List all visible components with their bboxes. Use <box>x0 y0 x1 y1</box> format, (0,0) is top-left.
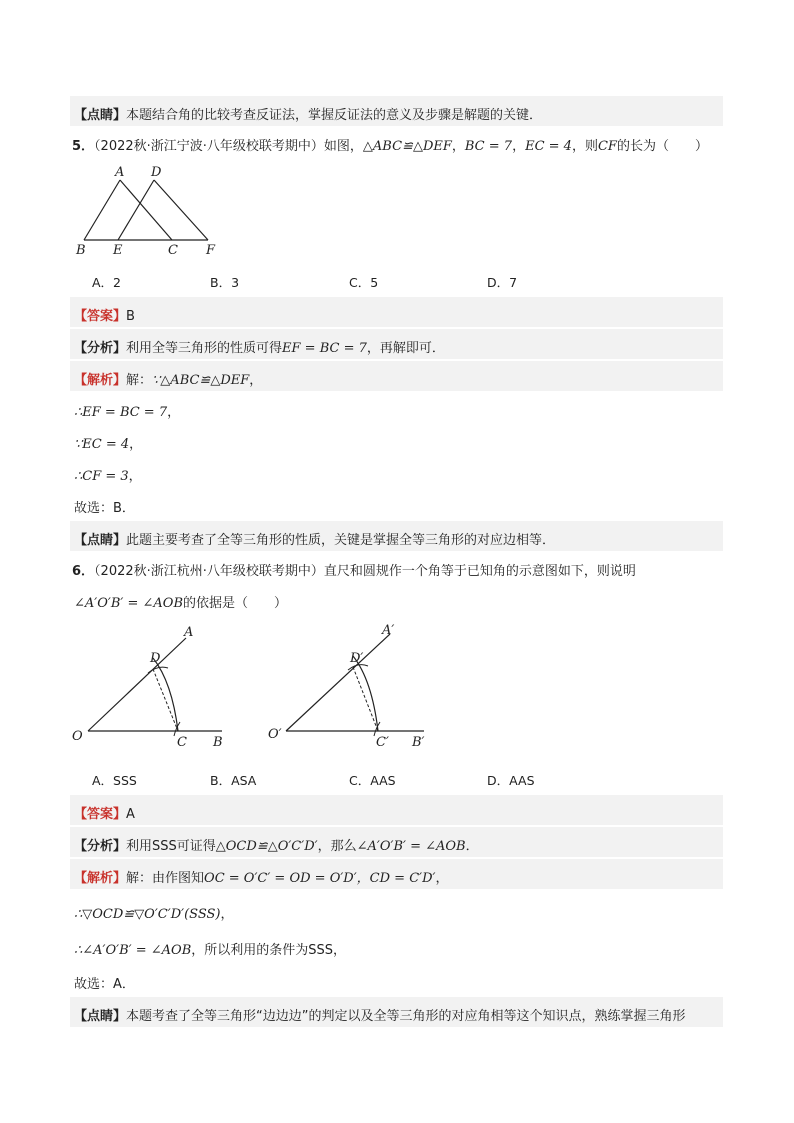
analysis-math: EF = BC = 7 <box>282 341 367 356</box>
q5-answer <box>74 305 135 324</box>
top-remark <box>74 104 542 123</box>
q6-angle-eq: ∠A′O′B′ = ∠AOB <box>74 596 183 611</box>
q5-stem <box>72 135 708 154</box>
q5-figure <box>70 160 230 260</box>
q5-analysis <box>74 337 445 356</box>
comma: ， <box>167 405 181 420</box>
ray-oa-prime <box>286 634 390 731</box>
label-a: A <box>115 165 125 180</box>
remark-tag: 【点睛】 <box>74 108 127 123</box>
q5-answer-bg <box>70 297 723 327</box>
step-math: ∴∠A′O′B′ = ∠AOB <box>74 943 192 958</box>
q6-figure-constructed <box>262 618 442 756</box>
q6-analysis <box>74 835 479 854</box>
q5-congruence: △ABC≌△DEF <box>362 139 452 154</box>
q5-step-1 <box>74 401 180 420</box>
comma: ， <box>128 469 142 484</box>
segment-df <box>154 180 208 240</box>
solution-math: ∵△ABC≌△DEF <box>152 373 250 388</box>
label-b: B <box>76 243 86 258</box>
analysis-text: 利用SSS可证得 <box>126 839 216 854</box>
q5-ec: EC = 4 <box>525 139 572 154</box>
label-d: D <box>151 165 162 180</box>
q5-option-b: B．3 <box>210 275 240 290</box>
analysis-text: 利用全等三角形的性质可得 <box>126 341 283 356</box>
remark-tag: 【点睛】 <box>74 533 127 548</box>
q6-number: 6． <box>72 564 95 579</box>
q5-cf: CF <box>597 139 617 154</box>
q6-option-c: C．AAS <box>349 773 396 788</box>
label-f: F <box>206 243 216 258</box>
comma: ， <box>435 871 449 886</box>
q5-step-3 <box>74 465 142 484</box>
q5-step-2 <box>74 433 142 452</box>
solution-text: 解： <box>126 373 153 388</box>
answer-value: A <box>126 807 135 822</box>
solution-tag: 【解析】 <box>74 373 127 388</box>
arc <box>353 656 378 731</box>
q6-solution <box>74 867 449 886</box>
step-text: ∵EC = 4 <box>74 437 130 452</box>
label-o-prime: O′ <box>268 727 282 742</box>
q5-stem-text: ，则 <box>571 139 598 154</box>
solution-text: 解：由作图知 <box>126 871 205 886</box>
q6-option-b: B．ASA <box>210 773 257 788</box>
label-b-prime: B′ <box>412 735 425 750</box>
label-e: E <box>113 243 123 258</box>
q6-source: （2022秋·浙江杭州·八年级校联考期中） <box>94 564 324 579</box>
comma: ， <box>249 373 263 388</box>
segment-ba <box>84 180 120 240</box>
q6-remark <box>74 1005 686 1024</box>
label-d: D <box>150 651 161 666</box>
q6-answer <box>74 803 135 822</box>
q6-stem-text: 的依据是（ ） <box>183 596 288 611</box>
q5-number: 5． <box>72 139 95 154</box>
q6-stem-line1 <box>72 560 636 579</box>
q5-choose: 故选：B． <box>74 501 135 516</box>
q5-option-a: A．2 <box>92 275 122 290</box>
answer-tag: 【答案】 <box>74 309 127 324</box>
q6-step-2 <box>74 939 346 958</box>
q6-answer-bg <box>70 795 723 825</box>
analysis-math: ∠A′O′B′ = ∠AOB <box>356 839 466 854</box>
q6-option-a: A．SSS <box>92 773 137 788</box>
ray-oa <box>88 638 186 731</box>
q6-stem-line2 <box>74 592 287 611</box>
remark-text: 本题考查了全等三角形“边边边”的判定以及全等三角形的对应角相等这个知识点，熟练掌握三角形 <box>126 1009 686 1024</box>
remark-tag: 【点睛】 <box>74 1009 127 1024</box>
step-text: ，所以利用的条件为SSS， <box>191 943 347 958</box>
q5-stem-text: 如图， <box>323 139 363 154</box>
analysis-text: ，再解即可． <box>366 341 445 356</box>
q6-stem-text: 直尺和圆规作一个角等于已知角的示意图如下，则说明 <box>323 564 636 579</box>
label-c: C <box>168 243 178 258</box>
q5-sep: ， <box>451 139 465 154</box>
label-c-prime: C′ <box>376 735 389 750</box>
q6-step-1 <box>74 903 234 922</box>
analysis-text: ，那么 <box>317 839 357 854</box>
q5-sep: ， <box>512 139 526 154</box>
q5-solution <box>74 369 262 388</box>
label-a-prime: A′ <box>382 623 395 638</box>
segment-ac <box>120 180 172 240</box>
answer-value: B <box>126 309 135 324</box>
q5-option-c: C．5 <box>349 275 379 290</box>
q5-bc: BC = 7 <box>464 139 513 154</box>
solution-tag: 【解析】 <box>74 871 127 886</box>
analysis-tag: 【分析】 <box>74 839 127 854</box>
solution-math: OC = O′C′ = OD = O′D′，CD = C′D′ <box>204 871 436 886</box>
q6-option-d: D．AAS <box>487 773 535 788</box>
step-text: ∴CF = 3 <box>74 469 129 484</box>
label-o: O <box>72 729 83 744</box>
analysis-text: ． <box>465 839 479 854</box>
label-a: A <box>184 625 194 640</box>
remark-text: 本题结合角的比较考查反证法，掌握反证法的意义及步骤是解题的关键． <box>126 108 543 123</box>
segment-ed <box>118 180 154 240</box>
arc-mark <box>148 667 168 673</box>
q6-figure-original <box>64 618 244 756</box>
step-text: ∴▽OCD≌▽O′C′D′(SSS) <box>74 907 221 922</box>
arc <box>153 658 178 731</box>
label-c: C <box>177 735 187 750</box>
q5-option-d: D．7 <box>487 275 518 290</box>
analysis-math: △OCD≌△O′C′D′ <box>215 839 318 854</box>
q6-choose: 故选：A． <box>74 977 135 992</box>
step-text: ∴EF = BC = 7 <box>74 405 168 420</box>
q5-remark <box>74 529 555 548</box>
comma: ， <box>220 907 234 922</box>
q5-source: （2022秋·浙江宁波·八年级校联考期中） <box>94 139 324 154</box>
remark-text: 此题主要考查了全等三角形的性质，关键是掌握全等三角形的对应边相等． <box>126 533 556 548</box>
answer-tag: 【答案】 <box>74 807 127 822</box>
analysis-tag: 【分析】 <box>74 341 127 356</box>
label-d-prime: D′ <box>350 651 364 666</box>
q5-stem-text: 的长为（ ） <box>616 139 708 154</box>
label-b: B <box>213 735 223 750</box>
comma: ， <box>129 437 143 452</box>
